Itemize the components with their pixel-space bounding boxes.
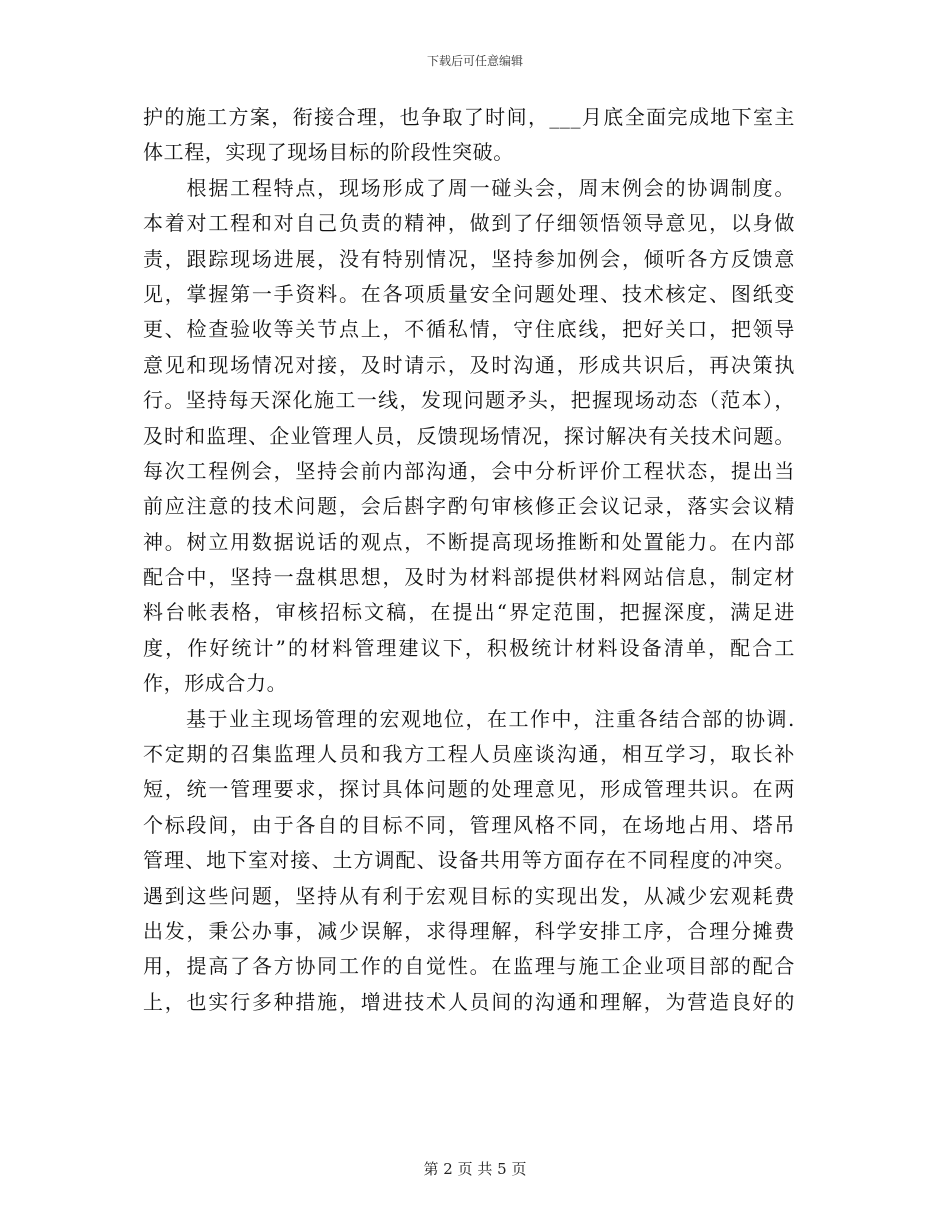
text-line: 不定期的召集监理人员和我方工程人员座谈沟通，相互学习，取长补 (143, 742, 795, 767)
document-body (143, 100, 795, 1020)
text-line: 遇到这些问题，坚持从有利于宏观目标的实现出发，从减少宏观耗费 (143, 883, 795, 908)
paragraph-1 (143, 100, 795, 171)
text-line: 见，掌握第一手资料。在各项质量安全问题处理、技术核定、图纸变 (143, 281, 795, 306)
text-line: 更、检查验收等关节点上，不循私情，守住底线，把好关口，把领导 (143, 317, 795, 342)
text-line: 护的施工方案，衔接合理，也争取了时间，___月底全面完成地下室主 (143, 105, 795, 129)
text-line: 作，形成合力。 (143, 671, 288, 696)
text-line: 配合中，坚持一盘棋思想，及时为材料部提供材料网站信息，制定材 (143, 565, 795, 590)
text-line: 管理、地下室对接、土方调配、设备共用等方面存在不同程度的冲突。 (143, 848, 795, 873)
text-line: 用，提高了各方协同工作的自觉性。在监理与施工企业项目部的配合 (143, 954, 795, 979)
text-line: 度，作好统计”的材料管理建议下，积极统计材料设备清单，配合工 (143, 635, 795, 660)
page-header: 下载后可任意编辑 (426, 54, 523, 68)
text-line: 每次工程例会，坚持会前内部沟通，会中分析评价工程状态，提出当 (143, 458, 795, 483)
text-line: 出发，秉公办事，减少误解，求得理解，科学安排工序，合理分摊费 (143, 918, 795, 943)
text-line: 基于业主现场管理的宏观地位，在工作中，注重各结合部的协调. (143, 706, 795, 731)
paragraph-2 (143, 171, 795, 702)
text-line: 行。坚持每天深化施工一线，发现问题矛头，把握现场动态（范本）， (143, 388, 795, 413)
text-line: 短，统一管理要求，探讨具体问题的处理意见，形成管理共识。在两 (143, 777, 795, 802)
text-line: 上，也实行多种措施，增进技术人员间的沟通和理解，为营造良好的 (143, 989, 795, 1014)
text-line: 本着对工程和对自己负责的精神，做到了仔细领悟领导意见，以身做 (143, 211, 795, 236)
text-line: 根据工程特点，现场形成了周一碰头会，周末例会的协调制度。 (143, 175, 795, 200)
text-line: 料台帐表格，审核招标文稿，在提出“界定范围，把握深度，满足进 (143, 600, 795, 625)
page-footer: 第 2 页 共 5 页 (423, 1160, 527, 1178)
text-line: 责，跟踪现场进展，没有特别情况，坚持参加例会，倾听各方反馈意 (143, 246, 795, 271)
text-line: 神。树立用数据说话的观点，不断提高现场推断和处置能力。在内部 (143, 529, 795, 554)
text-line: 意见和现场情况对接，及时请示，及时沟通，形成共识后，再决策执 (143, 352, 795, 377)
paragraph-3 (143, 702, 795, 1021)
text-line: 个标段间，由于各自的目标不同，管理风格不同，在场地占用、塔吊 (143, 812, 795, 837)
text-line: 前应注意的技术问题，会后斟字酌句审核修正会议记录，落实会议精 (143, 494, 795, 519)
text-line: 及时和监理、企业管理人员，反馈现场情况，探讨解决有关技术问题。 (143, 423, 795, 448)
text-line: 体工程，实现了现场目标的阶段性突破。 (143, 140, 514, 165)
